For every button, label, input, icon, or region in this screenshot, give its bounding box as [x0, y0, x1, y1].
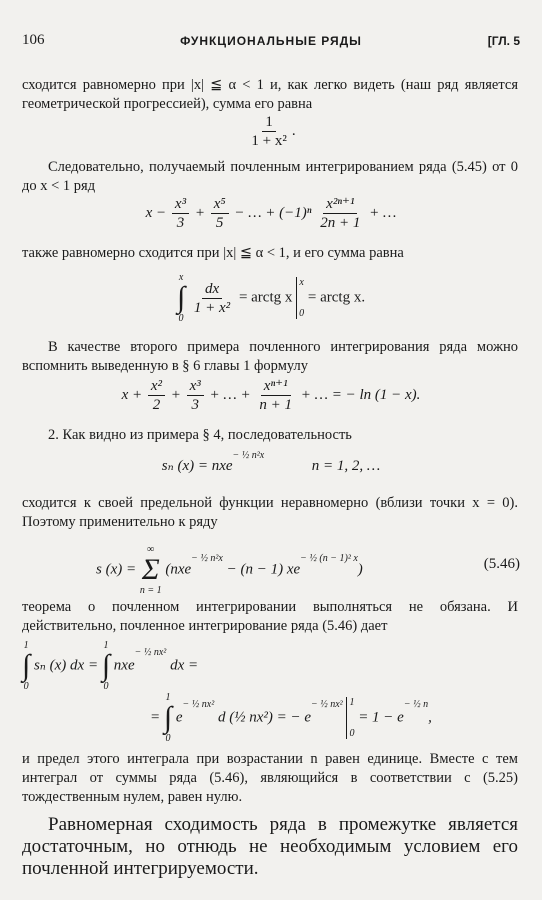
- integral-sign-icon: ∫: [101, 649, 111, 682]
- term: + … = − ln (1 − x).: [300, 386, 421, 403]
- upper-limit: 1: [349, 697, 355, 708]
- exponent: − ½ (n − 1)² x: [300, 553, 358, 565]
- lower-limit: 0: [349, 728, 355, 739]
- fraction: [148, 378, 165, 413]
- term: − … + (−1)ⁿ: [234, 204, 312, 221]
- paragraph-7: теорема о почленном интегрировании выполняться не обязана. И действительно, почленное интегрирование ряда (5.46) дает: [22, 599, 518, 634]
- running-title: ФУНКЦИОНАЛЬНЫЕ РЯДЫ: [180, 34, 362, 48]
- page-header: [22, 32, 520, 52]
- numerator: 1: [262, 114, 276, 132]
- term: x −: [145, 204, 167, 221]
- exponent: − ½ n²x: [191, 553, 223, 565]
- denominator: 1 + x²: [193, 299, 231, 316]
- term: n = 1, 2, …: [311, 458, 381, 474]
- term: = arctg x.: [307, 289, 366, 306]
- term: nxe: [113, 657, 135, 674]
- fraction: [248, 114, 289, 149]
- numerator: xⁿ⁺¹: [261, 378, 291, 396]
- numerator: x³: [172, 196, 189, 214]
- formula-4: [0, 378, 542, 413]
- term: =: [150, 709, 161, 726]
- exponent: − ½ n²x: [232, 450, 265, 461]
- integral: [164, 692, 172, 744]
- integral-sign-icon: ∫: [22, 649, 31, 682]
- term: sₙ (x) = nxe: [161, 458, 233, 474]
- term: ,: [428, 709, 432, 726]
- term: = arctg x: [238, 289, 293, 306]
- formula-2: [0, 196, 542, 231]
- denominator: 3: [176, 215, 185, 231]
- numerator: x³: [187, 378, 204, 396]
- upper-limit: 1: [103, 640, 109, 651]
- formula-1: [0, 114, 542, 149]
- numerator: dx: [202, 281, 222, 299]
- upper-limit: ∞: [147, 544, 155, 555]
- numerator: x⁵: [211, 196, 229, 214]
- formula-6: [96, 544, 363, 596]
- denominator: 5: [215, 215, 224, 231]
- lower-limit: 0: [23, 681, 29, 692]
- substitution-bar: [346, 697, 354, 739]
- equation-number: (5.46): [483, 556, 520, 572]
- paragraph-5: 2. Как видно из примера § 4, последовательность: [48, 427, 352, 443]
- lower-limit: 0: [165, 733, 171, 744]
- upper-limit: 1: [165, 692, 171, 703]
- lower-limit: 0: [103, 681, 109, 692]
- paragraph-3: также равномерно сходится при |x| ≦ α < 1, и его сумма равна: [22, 245, 404, 261]
- integral-sign-icon: ∫: [163, 701, 173, 734]
- fraction: [211, 196, 229, 231]
- lower-limit: 0: [178, 313, 184, 324]
- exponent: − ½ nx²: [134, 647, 167, 659]
- upper-limit: x: [299, 277, 304, 288]
- fraction: [172, 196, 189, 231]
- term: ): [357, 561, 363, 578]
- term: s (x) =: [96, 561, 137, 578]
- fraction: [191, 281, 233, 316]
- fraction: [317, 196, 363, 231]
- formula-7: [22, 640, 198, 692]
- exponent: − ½ nx²: [311, 699, 343, 711]
- term: sₙ (x) dx =: [33, 657, 99, 674]
- lower-limit: 0: [299, 308, 305, 319]
- denominator: 2n + 1: [320, 215, 361, 231]
- substitution-bar: [296, 277, 304, 319]
- term: d (½ nx²) = − e: [217, 709, 311, 726]
- term: +: [194, 204, 205, 221]
- term: (nxe: [165, 561, 192, 578]
- term: dx =: [170, 657, 199, 674]
- denominator: 2: [152, 397, 161, 413]
- summation: [140, 544, 162, 596]
- denominator: 1 + x²: [251, 133, 287, 149]
- term: x +: [121, 386, 143, 403]
- closing-statement: Равномерная сходимость ряда в промежутке является достаточным, но отнюдь не необходимым условием его почленной интегрируемости.: [22, 814, 518, 879]
- term: + …: [369, 204, 397, 221]
- integral: [22, 640, 30, 692]
- fraction: [187, 378, 204, 413]
- exponent: − ½ nx²: [182, 699, 215, 711]
- chapter-label: [ГЛ. 5: [487, 34, 520, 48]
- formula-3: [0, 272, 542, 324]
- denominator: 3: [191, 397, 199, 413]
- upper-limit: 1: [23, 640, 29, 651]
- exponent: − ½ n: [403, 699, 429, 711]
- term: + … +: [209, 386, 251, 403]
- integral: [177, 272, 185, 324]
- numerator: x²: [148, 378, 165, 396]
- page-number: 106: [22, 32, 45, 48]
- fraction: [256, 378, 295, 413]
- integral-sign-icon: ∫: [176, 281, 186, 314]
- paragraph-6: сходится к своей предельной функции неравномерно (вблизи точки x = 0). Поэтому применительно к ряду: [22, 495, 518, 530]
- sigma-icon: Σ: [141, 553, 160, 586]
- formula-tail: .: [291, 122, 296, 139]
- term: e: [175, 709, 183, 726]
- integral: [102, 640, 110, 692]
- numerator: x²ⁿ⁺¹: [323, 196, 357, 214]
- paragraph-8: и предел этого интеграла при возрастании n равен единице. Вместе с тем интеграл от суммы ряда (5.46), являющийся в соответствии с (5.25) тождественным нулем, равен нулю.: [22, 751, 518, 805]
- paragraph-4: В качестве второго примера почленного интегрирования ряда можно вспомнить выведенную в § 6 главы 1 формулу: [22, 339, 518, 374]
- upper-limit: x: [178, 272, 184, 283]
- paragraph-1: сходится равномерно при |x| ≦ α < 1 и, как легко видеть (наш ряд является геометрической прогрессией), сумма его равна: [22, 77, 518, 112]
- paragraph-2: Следовательно, получаемый почленным интегрированием ряда (5.45) от 0 до x < 1 ряд: [22, 159, 518, 194]
- lower-limit: n = 1: [139, 585, 162, 596]
- term: +: [170, 386, 181, 403]
- term: = 1 − e: [358, 709, 404, 726]
- formula-5: [0, 450, 542, 475]
- term: − (n − 1) xe: [226, 561, 301, 578]
- formula-8: [150, 692, 432, 744]
- denominator: n + 1: [259, 397, 293, 413]
